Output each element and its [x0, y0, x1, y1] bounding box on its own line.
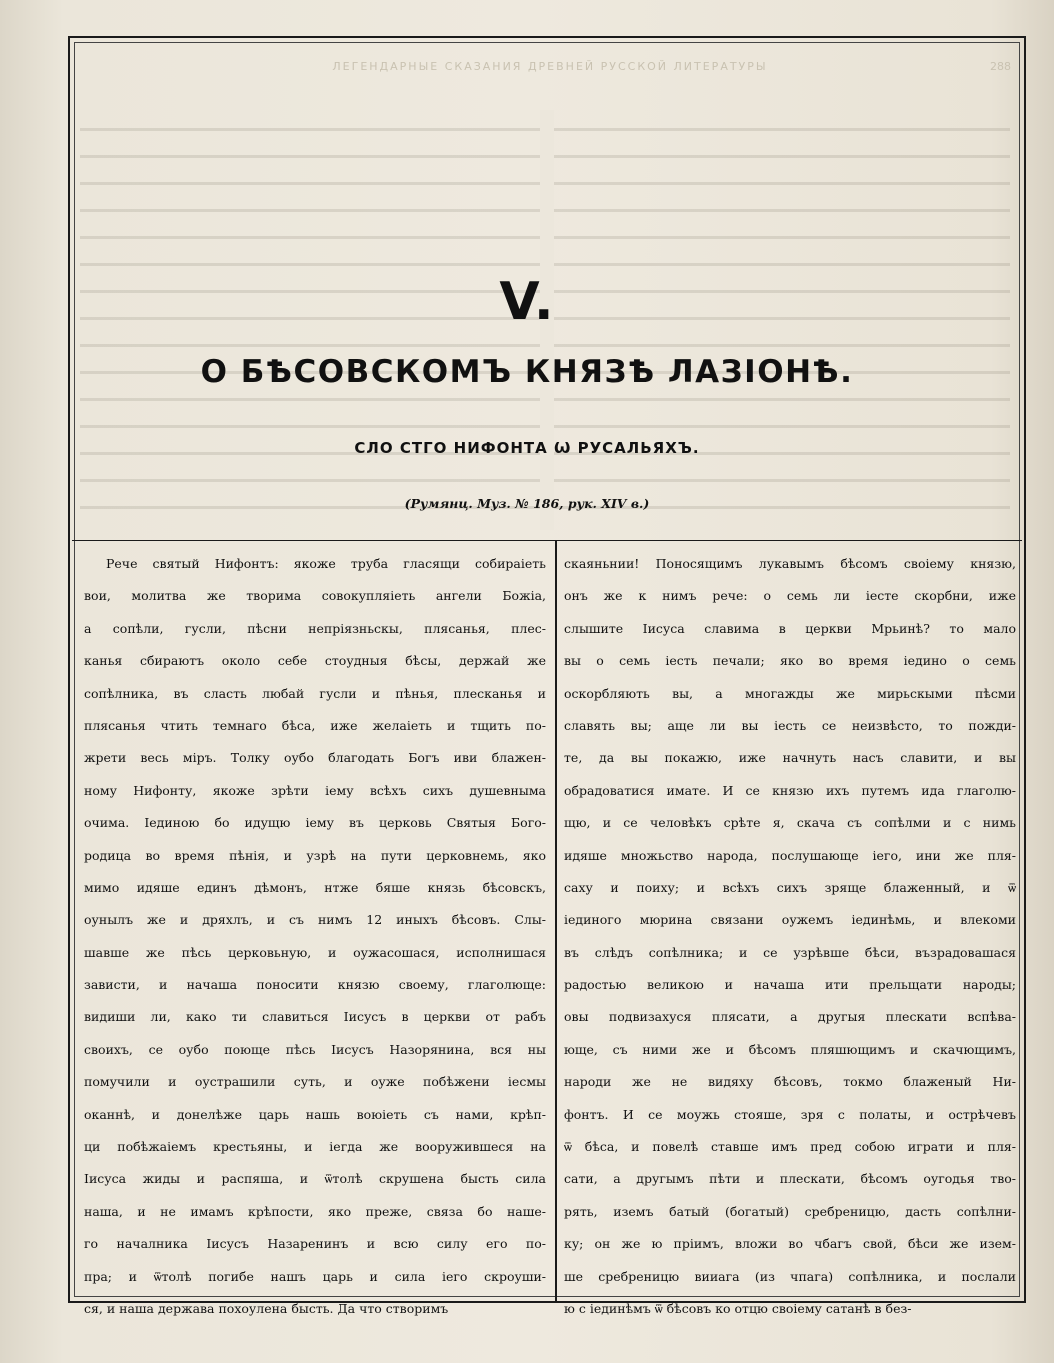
text-line: идяше множьство народа, послушающе iего, ини же пля- — [564, 847, 1016, 863]
text-line: онъ же к нимъ рече: о семь ли iесте скорбни, иже — [564, 588, 1016, 604]
columns-top-rule — [72, 540, 1022, 541]
text-line: сати, а другымъ пѣти и плескати, бѣсомъ оугодья тво- — [564, 1171, 1016, 1187]
text-line: видиши ли, како ти славиться Iисусъ в церкви от рабъ — [84, 1009, 546, 1025]
text-line: ше сребреницю вииага (из чпага) сопѣлника, и послали — [564, 1268, 1016, 1284]
chapter-subtitle: СЛО СТГО НИФОНТА Ѡ РУСАЛЬЯХЪ. — [354, 439, 700, 457]
text-line: своихъ, се оубо поюще пѣсь Iисусъ Назорянина, вся ны — [84, 1041, 546, 1057]
text-line: оунылъ же и дряхлъ, и съ нимъ 12 иныхъ бѣсовъ. Слы- — [84, 912, 546, 928]
left-column — [84, 548, 546, 1325]
text-line: iединого мюрина связани оужемъ iединѣмь, и влекоми — [564, 912, 1016, 928]
text-line: фонтъ. И се моужь стояше, зря с полаты, и острѣчевъ — [564, 1106, 1016, 1122]
text-line: ци побѣжаiемъ крестьяны, и iегда же вооружившеся на — [84, 1139, 546, 1155]
text-line: ному Нифонту, якоже зрѣти iему всѣхъ сихъ душевныма — [84, 782, 546, 798]
page-number: 288 — [990, 60, 1011, 73]
text-line: очима. Iединою бо идущю iему въ церковь Святыя Бого- — [84, 815, 546, 831]
text-line: шавше же пѣсь церковьную, и оужасошася, исполнишася — [84, 944, 546, 960]
text-line: а сопѣли, гусли, пѣсни непрiязньскы, плясанья, плес- — [84, 620, 546, 636]
chapter-title: О БѢСОВСКОМЪ КНЯЗѢ ЛАЗІОНѢ. — [200, 354, 854, 390]
text-line: Рече святый Нифонтъ: якоже труба гласящи собираiеть — [106, 556, 546, 571]
text-line: помучили и оустрашили суть, и оуже побѣжени iесмы — [84, 1074, 546, 1090]
text-line: пра; и ѿтолѣ погибе нашъ царь и сила iего скроуши- — [84, 1268, 546, 1284]
text-line: саху и поиху; и всѣхъ сихъ зряще блаженный, и ѿ — [564, 879, 1016, 895]
text-line: ся, и наша держава похоулена бысть. Да что створимъ — [84, 1300, 449, 1316]
right-column — [564, 548, 1016, 1325]
text-line: го началника Iисусъ Назаренинъ и всю силу его по- — [84, 1236, 546, 1252]
text-line: народи же не видяху бѣсовъ, токмо блаженый Ни- — [564, 1074, 1016, 1090]
text-line: наша, и не имамъ крѣпости, яко преже, связа бо наше- — [84, 1203, 546, 1219]
text-line: щю, и се человѣкъ срѣте я, скача съ сопѣлми и с нимь — [564, 815, 1016, 831]
text-line: въ слѣдъ сопѣлника; и се узрѣвше бѣси, възрадовашася — [564, 944, 1016, 960]
text-line: рять, иземъ батый (богатый) сребреницю, дасть сопѣлни- — [564, 1203, 1016, 1219]
text-line: ѿ бѣса, и повелѣ ставше имъ пред собою играти и пля- — [564, 1139, 1016, 1155]
text-line: слышите Iисуса славима в церкви Мрьинѣ? то мало — [564, 620, 1016, 636]
text-line: ю с iединѣмъ ѿ бѣсовъ ко отцю своiему сатанѣ в без- — [564, 1300, 912, 1316]
text-line: родица во время пѣнiя, и узрѣ на пути церковнемь, яко — [84, 847, 546, 863]
text-line: ку; он же ю прiимъ, вложи во чбагъ свой, бѣси же изем- — [564, 1236, 1016, 1252]
text-line: сопѣлника, въ сласть любай гусли и пѣнья, плесканья и — [84, 685, 546, 701]
text-line: канья сбираютъ около себе стоудныя бѣсы, держай же — [84, 653, 546, 669]
text-line: вои, молитва же творима совокупляiеть ангели Божiа, — [84, 588, 546, 604]
text-line: мимо идяше единъ дѣмонъ, нтже бяше князь бѣсовскъ, — [84, 879, 546, 895]
source-citation: (Румянц. Муз. № 186, рук. XIV в.) — [404, 496, 650, 511]
chapter-number: V. — [499, 272, 555, 332]
text-line: славять вы; аще ли вы iесть се неизвѣсто, то пожди- — [564, 717, 1016, 733]
text-line: обрадоватися имате. И се князю ихъ путемъ ида глаголю- — [564, 782, 1016, 798]
running-head: ЛЕГЕНДАРНЫЕ СКАЗАНИЯ ДРЕВНЕЙ РУССКОЙ ЛИТЕРАТУРЫ — [332, 60, 768, 73]
text-line: юще, съ ними же и бѣсомъ пляшющимъ и скачющимъ, — [564, 1041, 1016, 1057]
text-line: зависти, и начаша поносити князю своему, глаголюще: — [84, 977, 546, 993]
column-divider — [555, 540, 557, 1301]
text-line: оскорбляють вы, а многажды же мирьскыми пѣсми — [564, 685, 1016, 701]
text-line: те, да вы покажю, иже начнуть насъ славити, и вы — [564, 750, 1016, 766]
text-line: оканнѣ, и донелѣже царь нашь воюiеть съ нами, крѣп- — [84, 1106, 546, 1122]
text-line: Iисуса жиды и распяша, и ѿтолѣ скрушена бысть сила — [84, 1171, 546, 1187]
text-line: плясанья чтить темнаго бѣса, иже желаiеть и тщить по- — [84, 717, 546, 733]
text-line: овы подвизахуся плясати, а другыя плескати вспѣва- — [564, 1009, 1016, 1025]
text-line: жрети весь мiръ. Толку оубо благодать Богъ иви блажен- — [84, 750, 546, 766]
text-line: радостью великою и начаша ити прельщати народы; — [564, 977, 1016, 993]
text-line: вы о семь iесть печали; яко во время iедино о семь — [564, 653, 1016, 669]
text-line: скаяньнии! Поносящимъ лукавымъ бѣсомъ своiему князю, — [564, 556, 1016, 571]
